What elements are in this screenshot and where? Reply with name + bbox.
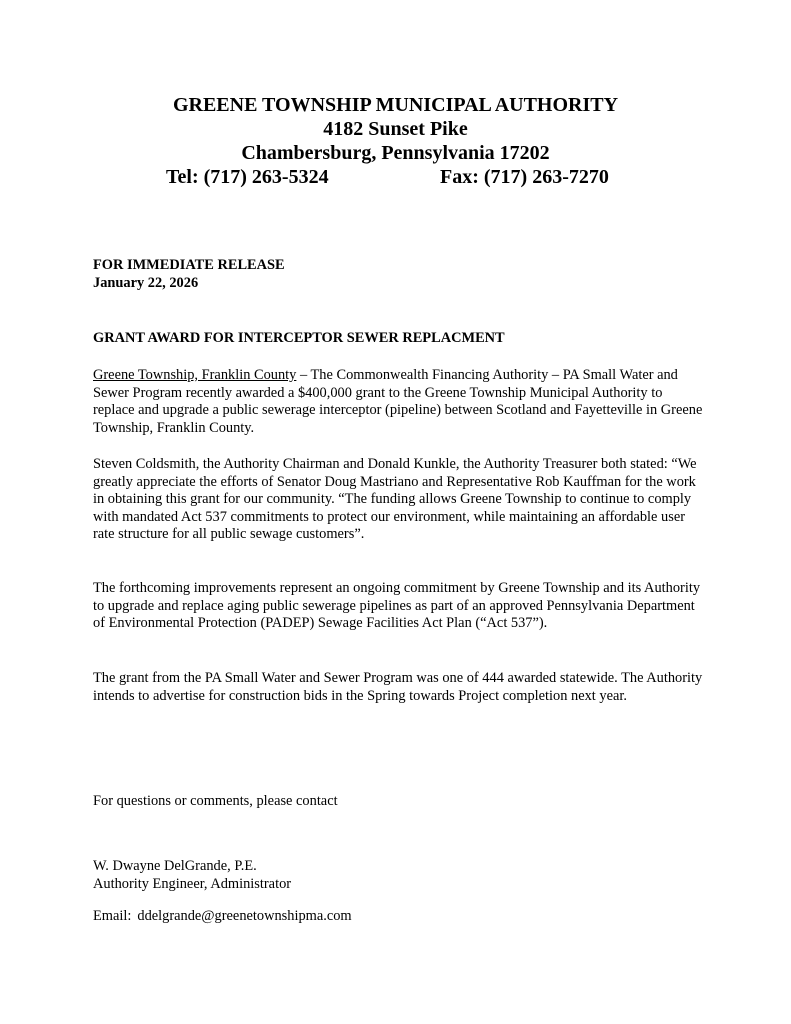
signature-block <box>93 858 703 893</box>
email-line <box>93 908 703 926</box>
paragraph-grant-details: The grant from the PA Small Water and Sewer Program was one of 444 awarded statewide. The Authority intends to advertise for construction bids in the Spring towards Project completion next year. <box>93 670 703 704</box>
paragraph-quote: Steven Coldsmith, the Authority Chairman and Donald Kunkle, the Authority Treasurer both stated: “We greatly appreciate the efforts of Senator Doug Mastriano and Representative Rob Kauffman for the work in obtaining this grant for our community. “The funding allows Greene Township to continue to comply with mandated Act 537 commitments to protect our environment, while maintaining an affordable user rate structure for all public sewage customers”. <box>93 456 697 542</box>
phone-fax-line <box>0 165 791 189</box>
letterhead <box>0 93 791 189</box>
contact-intro: For questions or comments, please contact <box>93 793 338 809</box>
contact-name: W. Dwayne DelGrande, P.E. <box>93 858 257 874</box>
street-address: 4182 Sunset Pike <box>323 118 468 140</box>
paragraph-announcement <box>93 367 703 437</box>
telephone-number: Tel: (717) 263-5324 <box>166 166 329 188</box>
headline: GRANT AWARD FOR INTERCEPTOR SEWER REPLACMENT <box>93 330 505 346</box>
city-state-zip: Chambersburg, Pennsylvania 17202 <box>241 142 550 164</box>
release-date: January 22, 2026 <box>93 274 199 291</box>
email-address[interactable]: ddelgrande@greenetownshipma.com <box>137 908 352 924</box>
email-label: Email: <box>93 908 132 924</box>
paragraph-announcement-text: – The Commonwealth Financing Authority – PA Small Water and Sewer Program recently awarded a $400,000 grant to the Greene Township Municipal Authority to replace and upgrade a public sewerage interceptor (pipeline) between Scotland and Fayetteville in Greene Township, Franklin County. <box>93 367 703 436</box>
dateline: Greene Township, Franklin County <box>93 367 297 383</box>
contact-title: Authority Engineer, Administrator <box>93 875 292 892</box>
paragraph-improvements: The forthcoming improvements represent an ongoing commitment by Greene Township and its Authority to upgrade and replace aging public sewerage pipelines as part of an approved Pennsylvania Department of Environmental Protection (PADEP) Sewage Facilities Act Plan (“Act 537”). <box>93 580 701 631</box>
organization-name: GREENE TOWNSHIP MUNICIPAL AUTHORITY <box>172 94 619 116</box>
fax-number: Fax: (717) 263-7270 <box>440 166 609 188</box>
release-block <box>93 257 703 292</box>
release-label: FOR IMMEDIATE RELEASE <box>93 257 285 273</box>
